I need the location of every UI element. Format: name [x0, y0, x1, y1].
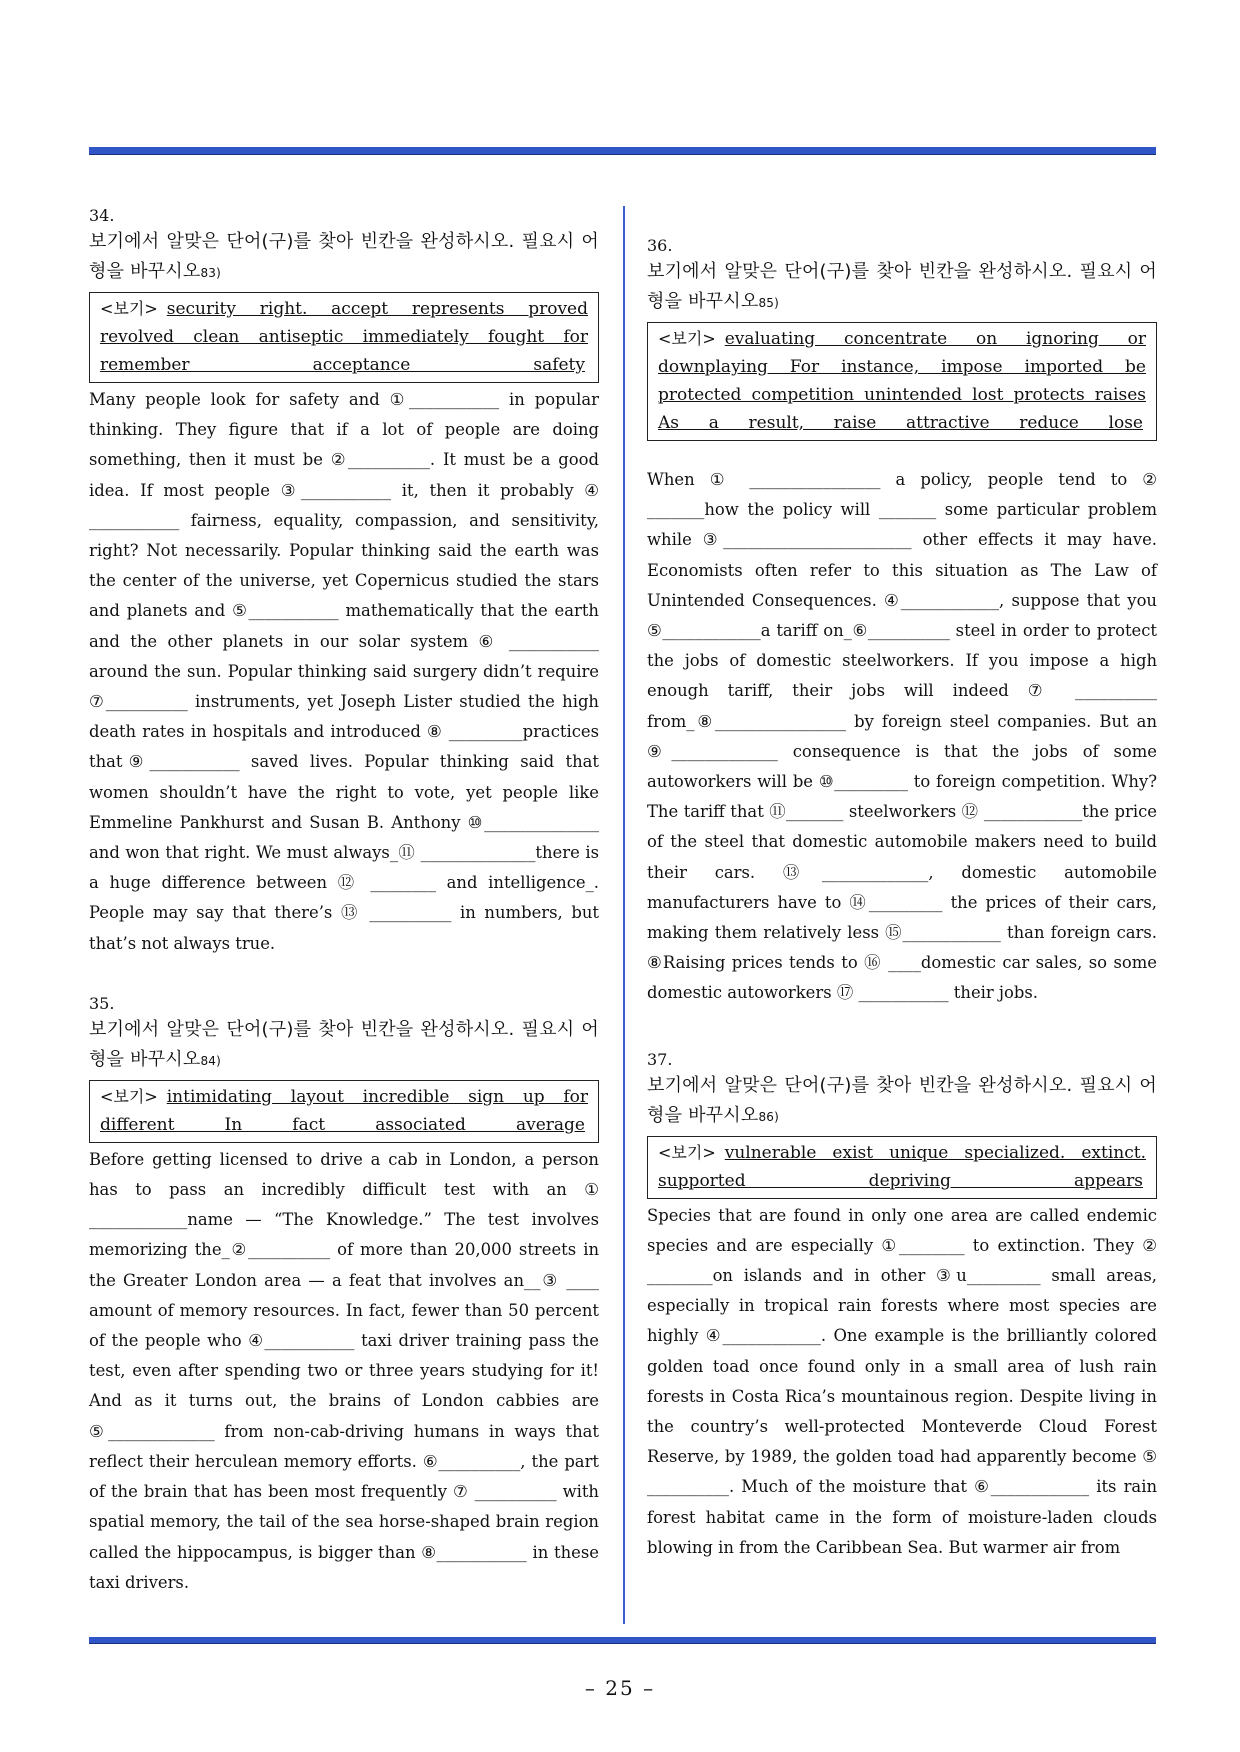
box-label: <보기> [100, 1086, 158, 1106]
footnote-marker: 83) [200, 266, 222, 280]
question-number: 35. [89, 993, 115, 1013]
word-list: vulnerable exist unique specialized. extinct. supported depriving appears [658, 1142, 1146, 1191]
passage: Before getting licensed to drive a cab in London, a person has to pass an incredibly difficult test with an ① ____________name — “The Knowledge.” The test involves memorizing the_②__________ of more than 20,000 streets in the Greater London area — a feat that involves an__③ ____ amount of memory resources. In fact, fewer than 50 percent of the people who ④___________ taxi driver training pass the test, even after spending two or three years studying for it! And as it turns out, the brains of London cabbies are ⑤_____________ from non-cab-driving humans in ways that reflect their herculean memory efforts. ⑥__________, the part of the brain that has been most frequently ⑦ __________ with spatial memory, the tail of the sea horse-shaped brain region called the hippocampus, is bigger than ⑧___________ in these taxi drivers. [89, 1149, 599, 1592]
footer-rule [89, 1637, 1156, 1644]
box-label: <보기> [658, 1142, 716, 1162]
left-column [89, 205, 599, 1598]
passage: Species that are found in only one area are called endemic species and are especially ①________ to extinction. They ② ________on islands and in other ③u_________ small areas, especially in tropical rain forests where most species are highly ④____________. One example is the brilliantly colored golden toad once found only in a small area of lush rain forests in Costa Rica’s mountainous region. Despite living in the country’s well-protected Monteverde Cloud Forest Reserve, by 1989, the golden toad had apparently become ⑤ __________. Much of the moisture that ⑥____________ its rain forest habitat came in the form of moisture-laden clouds blowing in from the Caribbean Sea. But warmer air from [647, 1205, 1157, 1557]
footnote-marker: 86) [758, 1109, 780, 1124]
instruction-text: 보기에서 알맞은 단어(구)를 찾아 빈칸을 완성하시오. 필요시 어형을 바꾸시오 [89, 1018, 599, 1070]
word-list: intimidating layout incredible sign up for different In fact associated average [100, 1086, 588, 1135]
page-number: – 25 – [584, 1676, 656, 1700]
question-35 [89, 993, 599, 1598]
question-number: 36. [647, 236, 673, 255]
question-number: 34. [89, 206, 115, 225]
instruction [647, 257, 1157, 318]
word-box [89, 1080, 599, 1143]
instruction [647, 1071, 1157, 1132]
header-rule [89, 147, 1156, 155]
word-box [647, 1136, 1157, 1199]
instruction-text: 보기에서 알맞은 단어(구)를 찾아 빈칸을 완성하시오. 필요시 어형을 바꾸시오 [647, 1074, 1157, 1126]
word-box [647, 322, 1157, 441]
instruction [89, 1015, 599, 1076]
box-label: <보기> [100, 299, 158, 318]
column-divider [623, 206, 625, 1624]
box-label: <보기> [658, 329, 716, 348]
footnote-marker: 85) [758, 296, 780, 310]
passage: Many people look for safety and ①___________ in popular thinking. They figure that if a lot of people are doing something, then it must be ②__________. It must be a good idea. If most people ③___________ it, then it probably ④ ___________ fairness, equality, compassion, and sensitivity, right? Not necessarily. Popular thinking said the earth was the center of the universe, yet Copernicus studied the stars and planets and ⑤___________ mathematically that the earth and the other planets in our solar system ⑥ ___________ around the sun. Popular thinking said surgery didn’t require ⑦__________ instruments, yet Joseph Lister studied the high death rates in hospitals and introduced ⑧ _________practices that⑨___________ saved lives. Popular thinking said that women shouldn’t have the right to vote, yet people like Emmeline Pankhurst and Susan B. Anthony ⑩______________ and won that right. We must always_⑪ ______________there is a huge difference between ⑫ ________ and intelligence_. People may say that there’s ⑬ __________ in numbers, but that’s not always true. [89, 390, 599, 953]
question-37 [647, 1049, 1157, 1563]
right-column [647, 235, 1157, 1563]
question-36 [647, 235, 1157, 1009]
footnote-marker: 84) [200, 1053, 222, 1068]
question-number: 37. [647, 1049, 673, 1069]
word-list: evaluating concentrate on ignoring or downplaying For instance, impose imported be protected competition unintended lost protects raises As a result, raise attractive reduce lose [658, 329, 1146, 433]
passage: When ① ________________ a policy, people tend to ② _______how the policy will _______ some particular problem while ③_______________________ other effects it may have. Economists often refer to this situation as The Law of Unintended Consequences. ④____________, suppose that you ⑤____________a tariff on_⑥__________ steel in order to protect the jobs of domestic steelworkers. If you impose a high enough tariff, their jobs will indeed ⑦ __________ from_⑧________________ by foreign steel companies. But an ⑨_____________ consequence is that the jobs of some autoworkers will be ⑩_________ to foreign competition. Why? The tariff that ⑪_______ steelworkers ⑫ ____________the price of the steel that domestic automobile makers need to build their cars. ⑬_____________, domestic automobile manufacturers have to ⑭_________ the prices of their cars, making them relatively less ⑮____________ than foreign cars. ⑧Raising prices tends to ⑯ ____domestic car sales, so some domestic autoworkers ⑰ ___________ their jobs. [647, 470, 1157, 1003]
word-box [89, 292, 599, 383]
instruction-text: 보기에서 알맞은 단어(구)를 찾아 빈칸을 완성하시오. 필요시 어형을 바꾸시오 [647, 261, 1157, 312]
question-34 [89, 205, 599, 959]
instruction [89, 227, 599, 288]
instruction-text: 보기에서 알맞은 단어(구)를 찾아 빈칸을 완성하시오. 필요시 어형을 바꾸시오 [89, 231, 599, 282]
word-list: security right. accept represents proved revolved clean antiseptic immediately fought for remember acceptance safety [100, 299, 588, 375]
